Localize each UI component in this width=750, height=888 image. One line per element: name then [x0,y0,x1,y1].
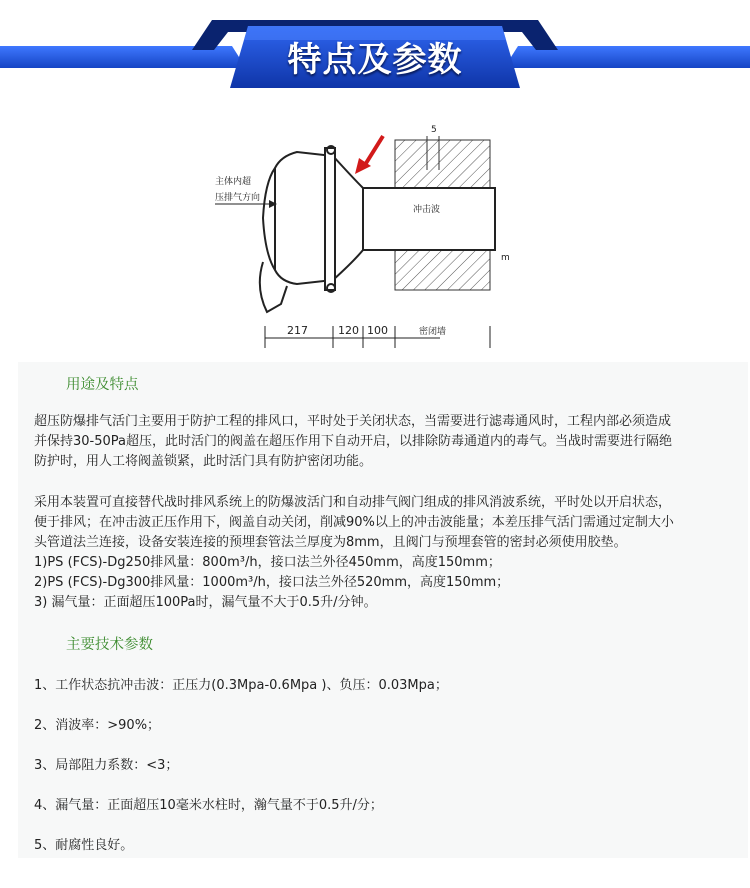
dim-217: 217 [287,324,308,337]
valve-cone [333,156,363,280]
dim-top: 5 [431,125,437,135]
section-title-usage: 用途及特点 [66,377,139,393]
section-title-params: 主要技术参数 [66,637,153,653]
param-item-3: 3、局部阻力系数：<3； [34,758,179,773]
text-line: 防护时，用人工将阀盖锁紧，此时活门具有防护密闭功能。 [34,454,373,469]
page-title: 特点及参数 [287,40,463,80]
valve-diagram [195,112,535,360]
wall-block-top [395,140,490,188]
direction-label-1: 主体内超 [215,177,252,187]
text-line: 头管道法兰连接，设备安装连接的预埋套管法兰厚度为8mm，且阀门与预埋套管的密封必须使用胶垫。 [34,535,627,550]
text-line: 并保持30-50Pa超压，此时活门的阀盖在超压作用下自动开启，以排除防毒通道内的毒气。当战时需要进行隔绝 [34,434,672,449]
valve-body [260,146,335,312]
wall-label: 密闭墙 [419,327,447,337]
text-line: 采用本装置可直接替代战时排风系统上的防爆波活门和自动排气阀门组成的排风消波系统，平时处以开启状态， [34,495,672,510]
param-item-2: 2、消波率：>90%； [34,718,161,733]
param-item-1: 1、工作状态抗冲击波：正压力(0.3Mpa-0.6Mpa )、负压：0.03Mpa； [34,678,448,693]
header-banner [0,12,750,90]
direction-label-2: 压排气方向 [215,193,261,203]
exhaust-arrow [355,136,383,174]
param-item-5: 5、耐腐性良好。 [34,838,134,853]
wall-block-bottom [395,250,490,290]
text-line: 便于排风；在冲击波正压作用下，阀盖自动关闭，削减90%以上的冲击波能量；本差压排气活门需通过定制大小 [34,515,674,530]
pipe [363,188,495,250]
usage-paragraph-2 [34,493,724,613]
text-line: 3) 漏气量：正面超压100Pa时，漏气量不大于0.5升/分钟。 [34,595,377,610]
text-line: 1)PS (FCS)-Dg250排风量：800m³/h，接口法兰外径450mm，高度150mm； [34,555,501,570]
text-line: 2)PS (FCS)-Dg300排风量：1000m³/h，接口法兰外径520mm，高度150mm； [34,575,510,590]
dim-100: 100 [367,324,388,337]
wave-label: 冲击波 [413,205,441,215]
dim-120: 120 [338,324,359,337]
param-item-4: 4、漏气量：正面超压10毫米水柱时，瀚气量不于0.5升/分； [34,798,383,813]
side-mark: m [501,253,510,263]
text-line: 超压防爆排气活门主要用于防护工程的排风口，平时处于关闭状态，当需要进行滤毒通风时，工程内部必须造成 [34,414,672,429]
usage-paragraph-1 [34,412,724,472]
